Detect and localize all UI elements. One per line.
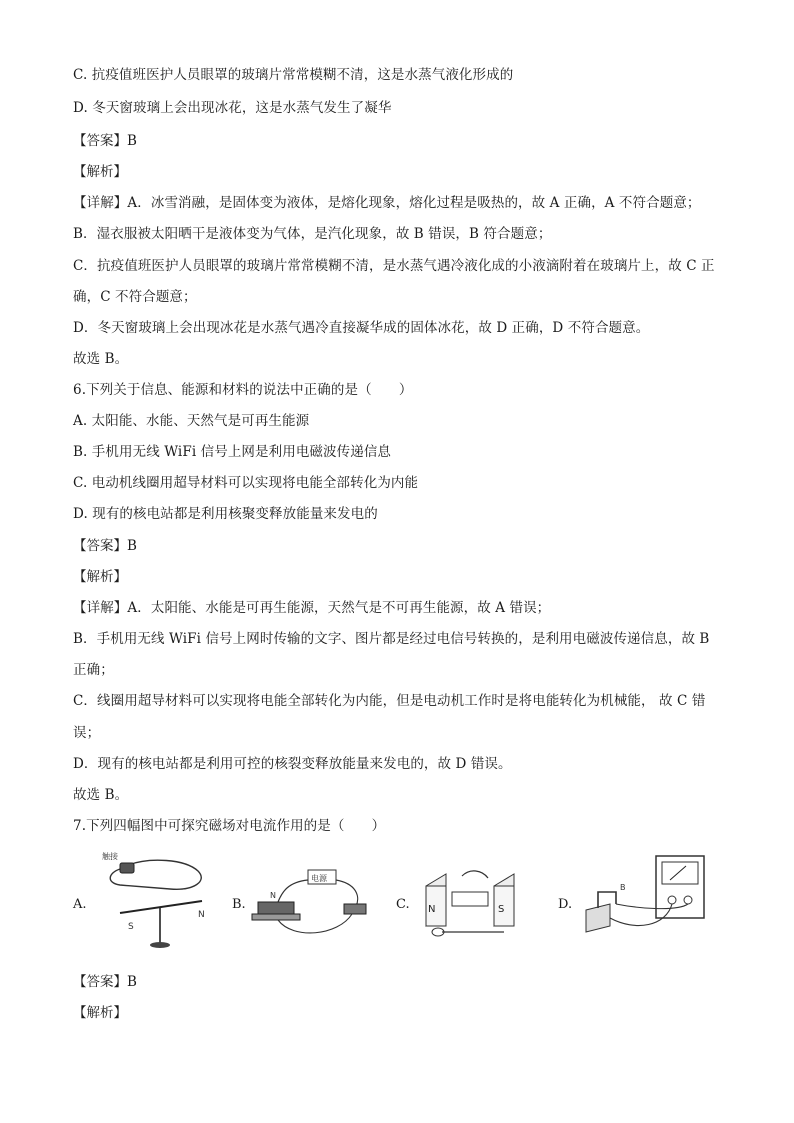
detail-line-1: 【详解】A．冰雪消融，是固体变为液体，是熔化现象，熔化过程是吸热的，故 A 正确，A 不符合题意； <box>73 195 701 211</box>
detail-line-5: D．冬天窗玻璃上会出现冰花是水蒸气遇冷直接凝华成的固体冰花，故 D 正确，D 不符合题意。 <box>73 320 650 336</box>
question-7-stem: 7.下列四幅图中可探究磁场对电流作用的是（ ） <box>73 818 386 834</box>
detail-6-line-2: B．手机用无线 WiFi 信号上网时传输的文字、图片都是经过电信号转换的，是利用电磁波传递信息，故 B <box>73 631 710 647</box>
figure-b-motor-rail <box>248 862 386 942</box>
analysis-label-6: 【解析】 <box>73 569 127 585</box>
detail-6-line-4: C．线圈用超导材料可以实现将电能全部转化为内能，但是电动机工作时是将电能转化为机械能， 故 C 错 <box>73 693 706 709</box>
figure-c-text-s: S <box>498 904 505 915</box>
conclusion-line-6: 故选 B。 <box>73 787 129 803</box>
question-6-option-d: D. 现有的核电站都是利用核聚变释放能量来发电的 <box>73 506 378 522</box>
detail-6-line-5: 误； <box>73 725 101 741</box>
figure-b-text-n: N <box>270 891 276 900</box>
figure-b-text-power: 电源 <box>311 874 327 883</box>
answer-label: 【答案】B <box>73 133 137 149</box>
figure-d-text-b: B <box>620 883 626 892</box>
figure-d-label: D. <box>558 897 573 912</box>
figure-d-induction-meter <box>576 852 726 948</box>
text-line-option-c-prev: C. 抗疫值班医护人员眼罩的玻璃片常常模糊不清，这是水蒸气液化形成的 <box>73 67 514 83</box>
figure-a-text-s: S <box>128 922 134 932</box>
figure-b-label: B. <box>232 897 246 912</box>
question-6-option-c: C. 电动机线圈用超导材料可以实现将电能全部转化为内能 <box>73 475 419 491</box>
figure-a-oersted <box>90 845 220 955</box>
detail-line-3: C．抗疫值班医护人员眼罩的玻璃片常常模糊不清，是水蒸气遇冷液化成的小液滴附着在玻璃片上，故 C 正 <box>73 258 715 274</box>
answer-label-6: 【答案】B <box>73 538 137 554</box>
figure-a-text-n: N <box>198 910 205 920</box>
detail-6-line-3: 正确； <box>73 662 114 678</box>
figure-c-label: C. <box>396 897 410 912</box>
figure-a-text-touch: 触接 <box>102 852 118 861</box>
detail-6-line-1: 【详解】A．太阳能、水能是可再生能源，天然气是不可再生能源，故 A 错误； <box>73 600 551 616</box>
figure-c-generator <box>412 866 532 942</box>
text-line-option-d-prev: D. 冬天窗玻璃上会出现冰花，这是水蒸气发生了凝华 <box>73 100 392 116</box>
question-6-stem: 6.下列关于信息、能源和材料的说法中正确的是（ ） <box>73 382 413 398</box>
question-6-option-b: B. 手机用无线 WiFi 信号上网是利用电磁波传递信息 <box>73 444 392 460</box>
figure-a-label: A. <box>73 897 87 912</box>
detail-line-2: B．湿衣服被太阳晒干是液体变为气体，是汽化现象，故 B 错误，B 符合题意； <box>73 226 552 242</box>
conclusion-line: 故选 B。 <box>73 351 129 367</box>
analysis-label: 【解析】 <box>73 164 127 180</box>
detail-line-4: 确，C 不符合题意； <box>73 289 197 305</box>
answer-label-7: 【答案】B <box>73 974 137 990</box>
question-6-option-a: A. 太阳能、水能、天然气是可再生能源 <box>73 413 310 429</box>
figure-c-text-n: N <box>428 904 436 915</box>
detail-6-line-6: D．现有的核电站都是利用可控的核裂变释放能量来发电的，故 D 错误。 <box>73 756 512 772</box>
analysis-label-7: 【解析】 <box>73 1005 127 1021</box>
